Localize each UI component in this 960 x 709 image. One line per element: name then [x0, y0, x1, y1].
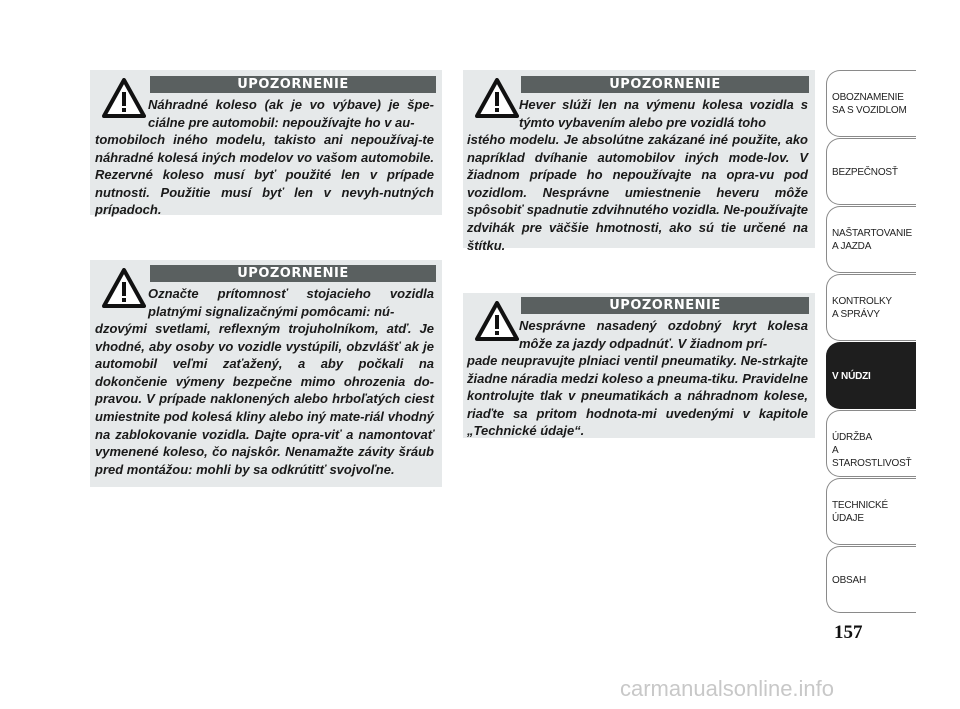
- warning-box-spare-wheel: [90, 70, 442, 218]
- tab-v-nudzi[interactable]: V NÚDZI: [826, 342, 916, 409]
- tab-obsah[interactable]: OBSAH: [826, 546, 916, 613]
- warning-header: UPOZORNENIE: [521, 76, 809, 93]
- warning-box-stationary-vehicle: [90, 260, 442, 487]
- warning-text-body: tomobiloch iného modelu, takisto ani nepoužívaj-te náhradné kolesá iných modelov vo vašom automobile. Rezervné koleso musí byť použité len v prípade nutnosti. Použitie musí byť len v nevyh-nutných prípadoch.: [95, 132, 434, 218]
- warning-text-body: pade neupravujte plniaci ventil pneumatiky. Ne-strkajte žiadne náradia medzi koleso a pneuma-tiku. Pravidelne kontrolujte tlak v pneumatikách a náhradnom kolese, riaďte sa pritom hodnota-mi uvedenými v kapitole „Technické údaje“.: [467, 353, 808, 439]
- warning-triangle-icon: [102, 78, 146, 118]
- warning-header: UPOZORNENIE: [150, 76, 436, 93]
- page-number: 157: [834, 622, 863, 643]
- warning-text-body: istého modelu. Je absolútne zakázané iné použite, ako napríklad dvíhanie automobilov iných mode-lov. V žiadnom prípade ho nepoužívajte na opra-vu pod vozidlom. Nesprávne umiestnenie heveru môže spôsobiť spadnutie zdvihnutého vozidla. Ne-používajte zdvihák pre väčšie hmotnosti, ako sú tie určené na štítku.: [467, 132, 808, 253]
- watermark: carmanualsonline.info: [620, 676, 835, 701]
- warning-triangle-icon: [475, 301, 519, 341]
- warning-text-body: dzovými svetlami, reflexným trojuholníkom, atď. Je vhodné, aby osoby vo vozidle vystúpili, obzvlášť ak je automobil veľmi zaťažený, a aby počkali na dokončenie výmeny bezpečne mimo ohrozenia do-pravou. V prípade naklonených alebo hrboľatých ciest umiestnite pod kolesá kliny alebo iný mate-riál vhodný na zablokovanie vozidla. Dajte opra-viť a namontovať vymenené koleso, čo najskôr. Nenamažte závity šráub pred montážou: mohli by sa odkrútitť svojvoľne.: [95, 321, 434, 477]
- warning-text-lead: Hever slúži len na výmenu kolesa vozidla s týmto vybavením alebo pre vozidlá toho: [519, 97, 808, 130]
- tab-technicke-udaje[interactable]: TECHNICKÉ ÚDAJE: [826, 478, 916, 545]
- warning-header: UPOZORNENIE: [150, 265, 436, 282]
- tab-kontrolky[interactable]: KONTROLKY A SPRÁVY: [826, 274, 916, 341]
- warning-text-lead: Náhradné koleso (ak je vo výbave) je špe-ciálne pre automobil: nepoužívajte ho v au-: [148, 97, 434, 130]
- warning-box-jack: [463, 70, 815, 253]
- warning-triangle-icon: [102, 268, 146, 308]
- warning-header: UPOZORNENIE: [521, 297, 809, 314]
- tab-udrzba[interactable]: ÚDRŽBA A STAROSTLIVOSŤ: [826, 410, 916, 477]
- warning-triangle-icon: [475, 78, 519, 118]
- tab-bezpecnost[interactable]: BEZPEČNOSŤ: [826, 138, 916, 205]
- tab-oboznamenie[interactable]: OBOZNAMENIE SA S VOZIDLOM: [826, 70, 916, 137]
- tab-nastartovanie[interactable]: NAŠTARTOVANIE A JAZDA: [826, 206, 916, 273]
- warning-text-lead: Označte prítomnosť stojacieho vozidla platnými signalizačnými pomôcami: nú-: [148, 286, 434, 319]
- warning-box-hubcap: [463, 293, 815, 438]
- warning-text-lead: Nesprávne nasadený ozdobný kryt kolesa môže za jazdy odpadnúť. V žiadnom prí-: [519, 318, 808, 351]
